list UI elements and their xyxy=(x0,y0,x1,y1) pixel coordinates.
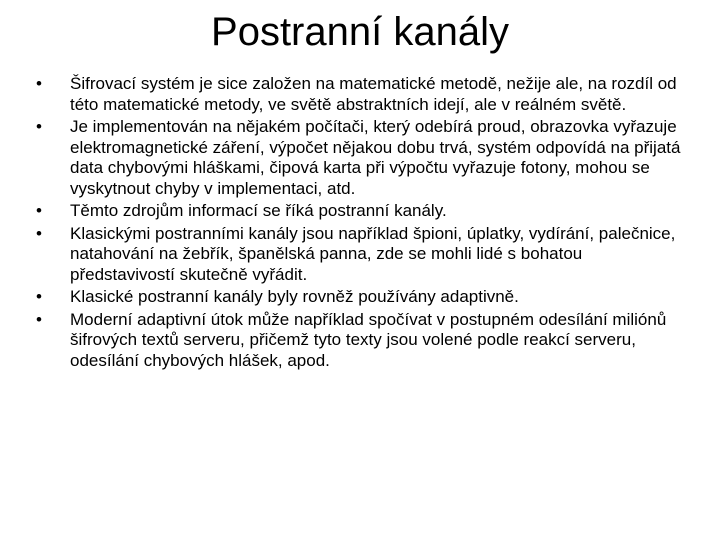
bullet-text: Moderní adaptivní útok může například spočívat v postupném odesílání miliónů šifrových textů serveru, přičemž tyto texty jsou volené podle reakcí serveru, odesílání chybových hlášek, apod. xyxy=(70,309,667,370)
bullet-marker: • xyxy=(36,74,42,93)
bullet-marker: • xyxy=(36,117,42,136)
bullet-text: Klasické postranní kanály byly rovněž používány adaptivně. xyxy=(70,287,519,306)
bullet-text: Šifrovací systém je sice založen na matematické metodě, nežije ale, na rozdíl od této matematické metody, ve světě abstraktních idejí, ale v reálném světě. xyxy=(70,74,677,114)
bullet-list xyxy=(30,74,690,373)
slide-title: Postranní kanály xyxy=(211,10,509,54)
bullet-text: Je implementován na nějakém počítači, který odebírá proud, obrazovka vyřazuje elektromagnetické záření, výpočet nějakou dobu trvá, systém odpovídá na přijatá data chybovými hláškami, čipová karta při výpočtu vyřazuje fotony, mohou se vyskytnout chyby v implementaci, atd. xyxy=(70,117,681,198)
bullet-marker: • xyxy=(36,309,42,329)
bullet-text: Těmto zdrojům informací se říká postranní kanály. xyxy=(70,201,447,220)
bullet-text: Klasickými postranními kanály jsou například špioni, úplatky, vydírání, palečnice, natahování na žebřík, španělská panna, zde se mohli lidé s bohatou představivostí skutečně vyřádit. xyxy=(70,223,676,284)
bullet-marker: • xyxy=(36,287,42,306)
bullet-item xyxy=(30,74,690,115)
bullet-item xyxy=(30,117,690,199)
bullet-item xyxy=(30,224,690,286)
bullet-item xyxy=(30,201,690,222)
bullet-marker: • xyxy=(36,223,42,243)
bullet-marker: • xyxy=(36,201,42,220)
bullet-item xyxy=(30,287,690,308)
bullet-item xyxy=(30,310,690,372)
